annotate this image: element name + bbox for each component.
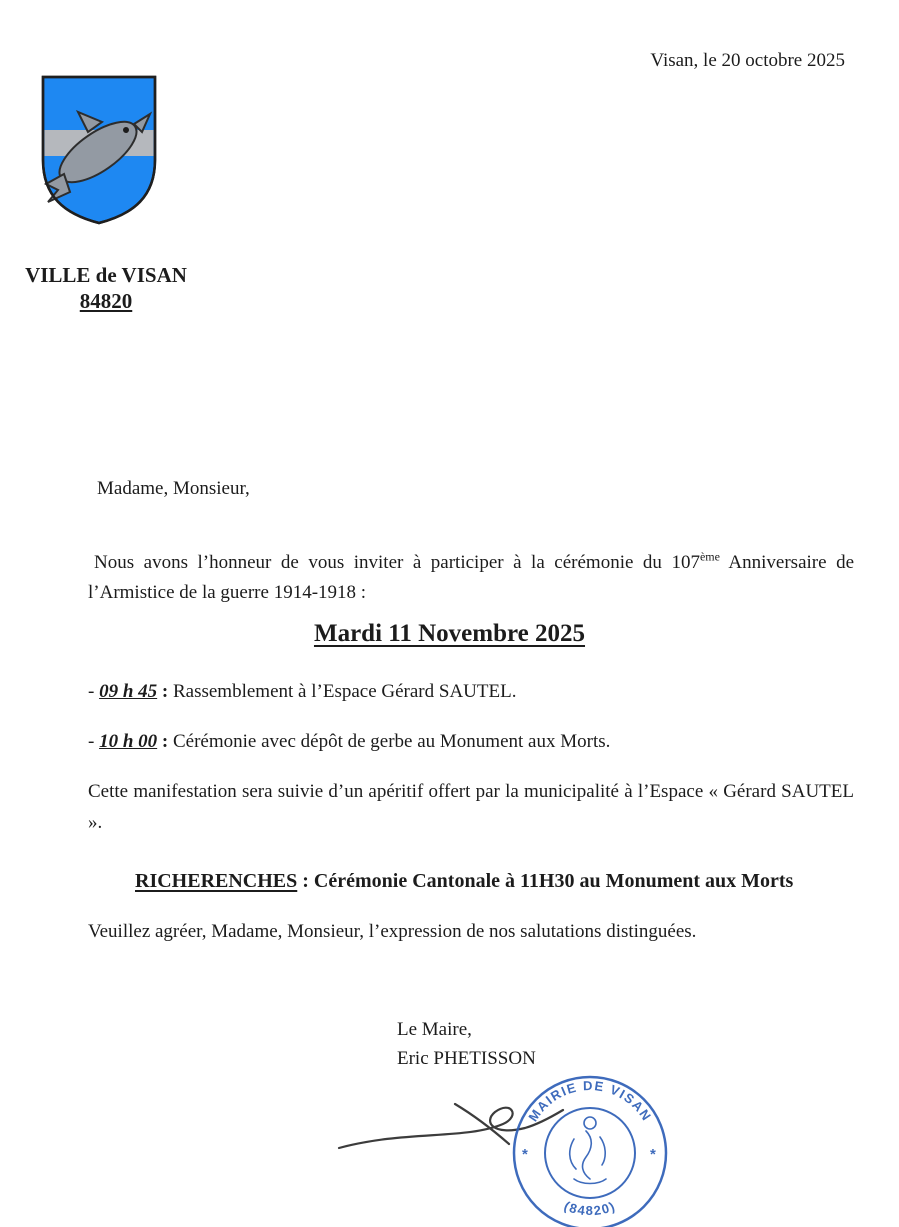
signature-title: Le Maire, bbox=[397, 1019, 472, 1040]
anniversary-superscript: ème bbox=[699, 549, 720, 564]
stamp-star-left: * bbox=[522, 1146, 528, 1163]
stamp-bottom-text: (84820) bbox=[561, 1198, 619, 1219]
stamp-star-right: * bbox=[650, 1146, 656, 1163]
stamp-emblem bbox=[570, 1117, 606, 1184]
schedule-time: 10 h 00 bbox=[99, 731, 158, 752]
aperitif-paragraph: Cette manifestation sera suivie d’un apéritif offert par la municipalité à l’Espace « Gérard SAUTEL ». bbox=[88, 781, 854, 833]
city-name: VILLE de VISAN bbox=[25, 263, 187, 287]
signature-name: Eric PHETISSON bbox=[397, 1048, 536, 1069]
richerenches-line bbox=[135, 870, 793, 893]
schedule-item-2 bbox=[88, 731, 610, 753]
stamp-inner-circle bbox=[545, 1108, 635, 1198]
intro-text-1: Nous avons l’honneur de vous inviter à participer à la cérémonie du 107 bbox=[94, 552, 700, 573]
schedule-text: Rassemblement à l’Espace Gérard SAUTEL. bbox=[172, 681, 517, 702]
schedule-text: Cérémonie avec dépôt de gerbe au Monument aux Morts. bbox=[172, 731, 611, 752]
city-block bbox=[14, 262, 198, 314]
svg-text:(84820) bbox=[562, 1198, 618, 1218]
event-title-text: Mardi 11 Novembre 2025 bbox=[313, 620, 586, 647]
schedule-time: 09 h 45 bbox=[99, 681, 158, 702]
coat-of-arms-svg bbox=[38, 72, 160, 230]
schedule-separator: : bbox=[157, 731, 173, 752]
richerenches-label: RICHERENCHES bbox=[135, 870, 298, 892]
closing-line: Veuillez agréer, Madame, Monsieur, l’expression de nos salutations distinguées. bbox=[88, 921, 697, 942]
schedule-dash: - bbox=[88, 731, 100, 752]
date-line: Visan, le 20 octobre 2025 bbox=[650, 50, 845, 71]
stamp-top-text: MAIRIE DE VISAN bbox=[525, 1077, 655, 1125]
postal-code: 84820 bbox=[79, 289, 133, 313]
schedule-separator: : bbox=[157, 681, 173, 702]
schedule-dash: - bbox=[88, 681, 100, 702]
intro-paragraph bbox=[88, 548, 854, 608]
mairie-stamp bbox=[505, 1068, 675, 1227]
richerenches-text: : Cérémonie Cantonale à 11H30 au Monument aux Morts bbox=[297, 870, 794, 892]
schedule-item-1 bbox=[88, 681, 516, 703]
salutation: Madame, Monsieur, bbox=[97, 478, 250, 499]
intro-text-2: Anniversaire de l’Armistice de la guerre 1914-1918 : bbox=[88, 552, 855, 603]
signature-block bbox=[397, 1015, 536, 1073]
coat-of-arms bbox=[38, 72, 160, 230]
event-title bbox=[0, 620, 899, 648]
